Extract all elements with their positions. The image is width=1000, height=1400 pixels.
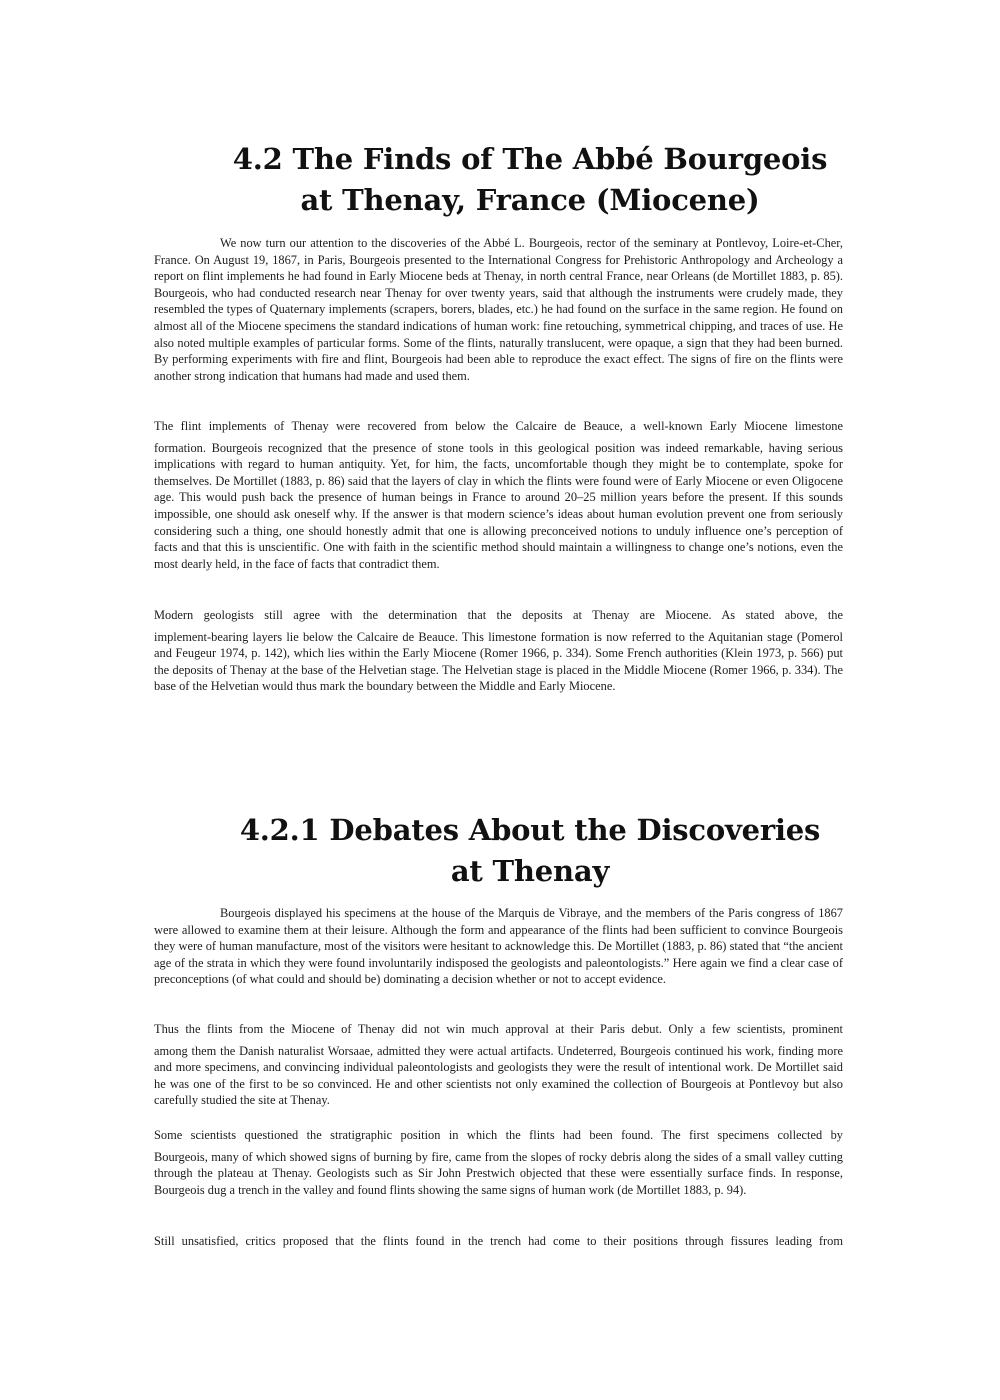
paragraph	[154, 1127, 843, 1198]
section-title: 4.2 The Finds of The Abbé Bourgeois at Thenay, France (Miocene)	[232, 142, 828, 217]
paragraph-body: formation. Bourgeois recognized that the presence of stone tools in this geological position was indeed remarkable, having serious implications with regard to human antiquity. Yet, for him, the facts, uncomfortable though they might be to contemplate, spoke for themselves. De Mortillet (1883, p. 86) said that the layers of clay in which the flints were found were of Early Miocene or even Oligocene age. This would push back the presence of human beings in France to around 20–25 million years before the present. If this sounds impossible, one should ask oneself why. If the answer is that modern science’s ideas about human evolution prevent one from seriously considering such a thing, one should honestly admit that one is allowing preconceived notions to unduly influence one’s perception of facts and that this is unscientific. One with faith in the scientific method should maintain a willingness to change one’s notions, even the most dearly held, in the face of facts that contradict them.	[154, 440, 843, 571]
paragraph-first-line: Some scientists questioned the stratigraphic position in which the flints had been found. The first specimens collected by	[154, 1128, 843, 1142]
paragraph-first-line: Modern geologists still agree with the determination that the deposits at Thenay are Miocene. As stated above, the	[154, 608, 843, 622]
paragraph-body: Bourgeois, many of which showed signs of burning by fire, came from the slopes of rocky debris along the sides of a small valley cutting through the plateau at Thenay. Geologists such as Sir John Prestwich objected that these were essentially surface finds. In response, Bourgeois dug a trench in the valley and found flints showing the same signs of human work (de Mortillet 1883, p. 94).	[154, 1149, 843, 1197]
paragraph: We now turn our attention to the discoveries of the Abbé L. Bourgeois, rector of the seminary at Pontlevoy, Loire-et-Cher, France. On August 19, 1867, in Paris, Bourgeois presented to the International Congress for Prehistoric Anthropology and Archeology a report on flint implements he had found in Early Miocene beds at Thenay, in north central France, near Orleans (de Mortillet 1883, p. 85). Bourgeois, who had conducted research near Thenay for over twenty years, said that although the instruments were crudely made, they resembled the types of Quaternary implements (scrapers, borers, blades, etc.) he had found on the surface in the same region. He found on almost all of the Miocene specimens the standard indications of human work: fine retouching, symmetrical chipping, and traces of use. He also noted multiple examples of particular forms. Some of the flints, naturally translucent, were opaque, a sign that they had been burned. By performing experiments with fire and flint, Bourgeois had been able to reproduce the exact effect. The signs of fire on the flints were another strong indication that humans had made and used them.	[154, 236, 843, 383]
paragraph-body: among them the Danish naturalist Worsaae, admitted they were actual artifacts. Undeterred, Bourgeois continued his work, finding more and more specimens, and convincing individual paleontologists and geologists they were the result of intentional work. De Mortillet said he was one of the first to be so convinced. He and other scientists not only examined the collection of Bourgeois at Pontlevoy but also carefully studied the site at Thenay.	[154, 1043, 843, 1108]
paragraph	[154, 418, 843, 572]
paragraph-first-line: Thus the flints from the Miocene of Thenay did not win much approval at their Paris debut. Only a few scientists, prominent	[154, 1022, 843, 1036]
subsection-title: 4.2.1 Debates About the Discoveries at Thenay	[239, 813, 821, 888]
paragraph-first-line: The flint implements of Thenay were recovered from below the Calcaire de Beauce, a well-known Early Miocene limestone	[154, 419, 843, 433]
paragraph-first-line: Still unsatisfied, critics proposed that the flints found in the trench had come to their positions through fissures leading from	[154, 1234, 843, 1248]
paragraph-body: implement-bearing layers lie below the Calcaire de Beauce. This limestone formation is now referred to the Aquitanian stage (Pomerol and Feugeur 1974, p. 142), which lies within the Early Miocene (Romer 1966, p. 334). Some French authorities (Klein 1973, p. 566) put the deposits of Thenay at the base of the Helvetian stage. The Helvetian stage is placed in the Middle Miocene (Romer 1966, p. 334). The base of the Helvetian would thus mark the boundary between the Middle and Early Miocene.	[154, 629, 843, 694]
paragraph	[154, 1021, 843, 1109]
paragraph: Bourgeois displayed his specimens at the house of the Marquis de Vibraye, and the members of the Paris congress of 1867 were allowed to examine them at their leisure. Although the form and appearance of the flints had been sufficient to convince Bourgeois they were of human manufacture, most of the visitors were hesitant to acknowledge this. De Mortillet (1883, p. 86) stated that “the ancient age of the strata in which they were found involuntarily indisposed the geologists and paleontologists.” Here again we find a clear case of preconceptions (of what could and should be) dominating a decision whether or not to accept evidence.	[154, 906, 843, 987]
paragraph	[154, 607, 843, 695]
paragraph	[154, 1233, 843, 1255]
